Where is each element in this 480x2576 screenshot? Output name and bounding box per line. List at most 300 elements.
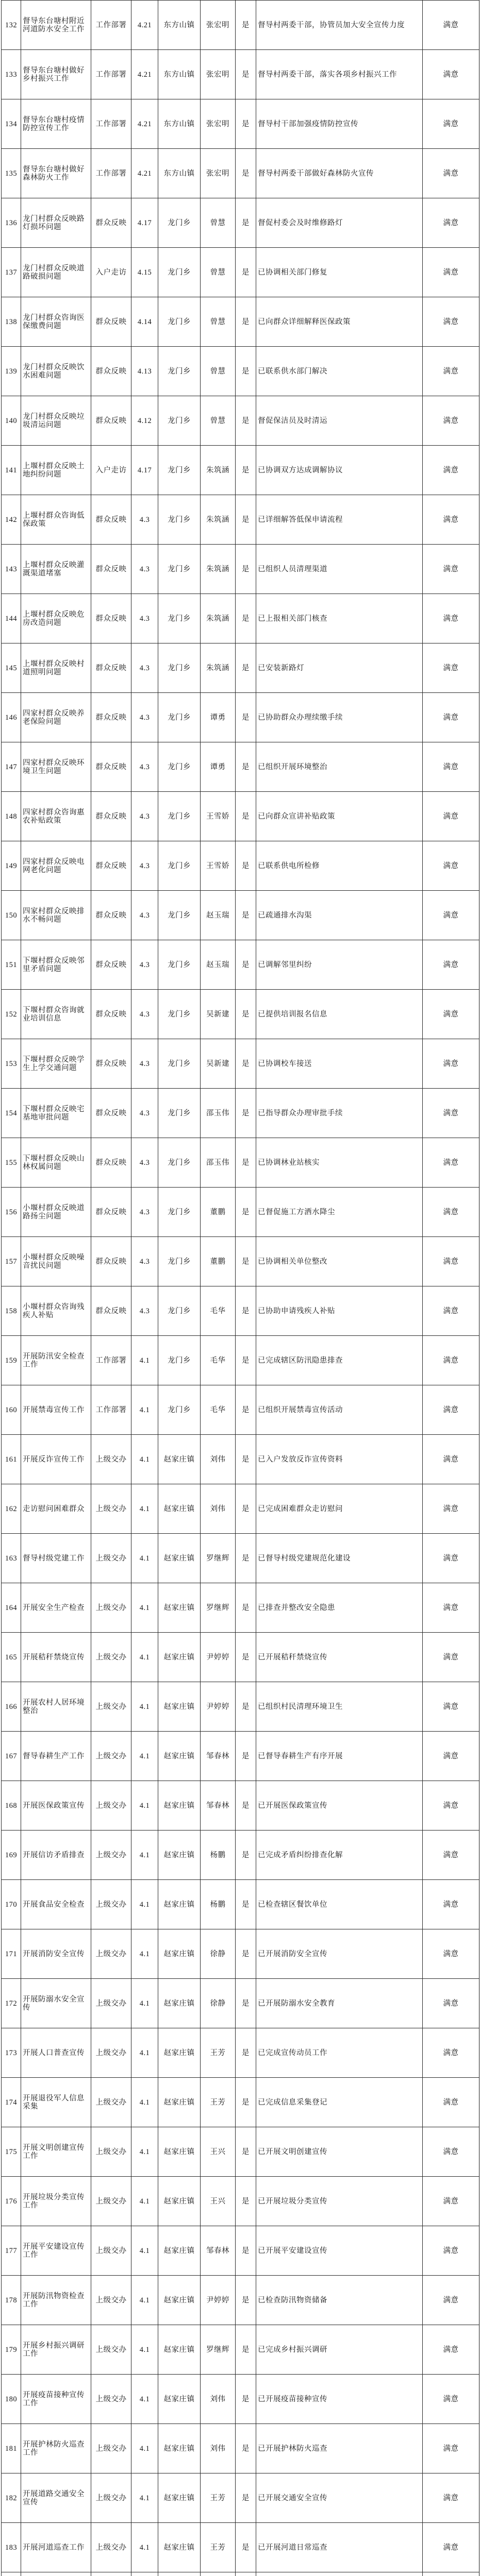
table-row — [2, 2028, 479, 2078]
handling-result: 已开展交通安全宣传 — [256, 2473, 423, 2523]
handling-result: 已开展文明创建宣传 — [256, 2127, 423, 2177]
responsible-unit: 龙门乡 — [158, 1237, 201, 1286]
responsible-unit: 龙门乡 — [158, 693, 201, 742]
responsible-unit: 赵家庄镇 — [158, 1435, 201, 1484]
item-date — [131, 2572, 158, 2576]
item-title: 上堰村群众反映灌溉渠道堵塞 — [21, 545, 91, 594]
responsible-person: 董鹏 — [201, 1188, 236, 1237]
item-source: 群众反映 — [91, 495, 131, 545]
responsible-person: 谭勇 — [201, 693, 236, 742]
responsible-person: 邵玉伟 — [201, 1138, 236, 1188]
item-title: 开展防汛安全检查工作 — [21, 1336, 91, 1385]
item-title: 四家村群众反映排水不畅问题 — [21, 891, 91, 940]
item-date: 4.3 — [131, 1188, 158, 1237]
table-row — [2, 940, 479, 990]
satisfaction-rating: 满意 — [423, 2177, 479, 2226]
completion-status: 是 — [236, 297, 256, 347]
completion-status: 是 — [236, 2473, 256, 2523]
satisfaction-rating: 满意 — [423, 2523, 479, 2572]
item-date: 4.3 — [131, 545, 158, 594]
table-row — [2, 2325, 479, 2375]
handling-result: 已提供培训报名信息 — [256, 990, 423, 1039]
responsible-person: 刘伟 — [201, 1435, 236, 1484]
responsible-unit: 赵家庄镇 — [158, 2424, 201, 2473]
item-title: 开展疫苗接种宣传工作 — [21, 2375, 91, 2424]
item-date: 4.1 — [131, 2028, 158, 2078]
responsible-unit: 龙门乡 — [158, 1138, 201, 1188]
satisfaction-rating: 满意 — [423, 1929, 479, 1979]
completion-status: 是 — [236, 1286, 256, 1336]
responsible-person: 王芳 — [201, 2078, 236, 2127]
handling-result: 已开展秸秆禁烧宣传 — [256, 1633, 423, 1682]
satisfaction-rating: 满意 — [423, 1435, 479, 1484]
responsible-person: 王兴 — [201, 2127, 236, 2177]
row-number: 157 — [2, 1237, 21, 1286]
responsible-unit: 赵家庄镇 — [158, 1880, 201, 1929]
handling-result: 督导村两委干部，落实各项乡村振兴工作 — [256, 50, 423, 99]
responsible-person: 邹春林 — [201, 1781, 236, 1831]
row-number: 147 — [2, 742, 21, 792]
row-number: 148 — [2, 792, 21, 841]
item-source: 上级交办 — [91, 2226, 131, 2276]
completion-status: 是 — [236, 1385, 256, 1435]
table-row — [2, 693, 479, 742]
table-row — [2, 1385, 479, 1435]
row-number: 171 — [2, 1929, 21, 1979]
item-source: 上级交办 — [91, 1682, 131, 1732]
table-row — [2, 1, 479, 50]
responsible-person: 王芳 — [201, 2523, 236, 2572]
row-number: 168 — [2, 1781, 21, 1831]
table-row — [2, 643, 479, 693]
item-date: 4.1 — [131, 2226, 158, 2276]
row-number: 150 — [2, 891, 21, 940]
satisfaction-rating: 满意 — [423, 2226, 479, 2276]
completion-status: 是 — [236, 2375, 256, 2424]
handling-result: 已协助群众办理续缴手续 — [256, 693, 423, 742]
row-number: 167 — [2, 1732, 21, 1781]
responsible-person: 杨鹏 — [201, 1831, 236, 1880]
row-number: 169 — [2, 1831, 21, 1880]
completion-status: 是 — [236, 841, 256, 891]
responsible-person: 朱筑涵 — [201, 643, 236, 693]
responsible-unit: 龙门乡 — [158, 742, 201, 792]
item-date: 4.3 — [131, 643, 158, 693]
satisfaction-rating: 满意 — [423, 1633, 479, 1682]
responsible-person: 毛华 — [201, 1385, 236, 1435]
item-source: 上级交办 — [91, 2177, 131, 2226]
item-date: 4.21 — [131, 149, 158, 198]
handling-result: 已检查防汛物资储备 — [256, 2276, 423, 2325]
responsible-person: 毛华 — [201, 1336, 236, 1385]
item-source: 工作部署 — [91, 99, 131, 149]
responsible-unit: 赵家庄镇 — [158, 1484, 201, 1534]
handling-result: 已入户发放反诈宣传资料 — [256, 1435, 423, 1484]
completion-status: 是 — [236, 248, 256, 297]
table-row — [2, 99, 479, 149]
satisfaction-rating: 满意 — [423, 446, 479, 495]
item-source: 工作部署 — [91, 1385, 131, 1435]
item-date: 4.12 — [131, 396, 158, 446]
item-title: 开展垃圾分类宣传工作 — [21, 2177, 91, 2226]
item-title: 上堰村群众反映危房改造问题 — [21, 594, 91, 643]
responsible-unit: 龙门乡 — [158, 891, 201, 940]
item-title: 开展护林防火巡查工作 — [21, 2424, 91, 2473]
responsible-person: 赵玉瑞 — [201, 940, 236, 990]
table-row — [2, 297, 479, 347]
table-row — [2, 1534, 479, 1583]
item-source: 群众反映 — [91, 545, 131, 594]
table-row — [2, 149, 479, 198]
table-row — [2, 495, 479, 545]
item-date: 4.1 — [131, 1831, 158, 1880]
responsible-unit: 赵家庄镇 — [158, 1831, 201, 1880]
responsible-person: 曾慧 — [201, 396, 236, 446]
item-date: 4.3 — [131, 1039, 158, 1089]
item-source: 上级交办 — [91, 2523, 131, 2572]
responsible-person: 谭勇 — [201, 742, 236, 792]
completion-status: 是 — [236, 2127, 256, 2177]
item-date: 4.17 — [131, 198, 158, 248]
item-title: 督导东台塘村做好乡村振兴工作 — [21, 50, 91, 99]
row-number — [2, 2572, 21, 2576]
completion-status: 是 — [236, 1781, 256, 1831]
satisfaction-rating: 满意 — [423, 149, 479, 198]
row-number: 140 — [2, 396, 21, 446]
completion-status: 是 — [236, 643, 256, 693]
handling-result: 已指导群众办理审批手续 — [256, 1089, 423, 1138]
satisfaction-rating: 满意 — [423, 1534, 479, 1583]
row-number: 174 — [2, 2078, 21, 2127]
handling-result: 已完成矛盾纠纷排查化解 — [256, 1831, 423, 1880]
responsible-unit: 龙门乡 — [158, 643, 201, 693]
satisfaction-rating: 满意 — [423, 643, 479, 693]
item-source: 上级交办 — [91, 2127, 131, 2177]
item-title: 督导东台塘村疫情防控宣传工作 — [21, 99, 91, 149]
responsible-unit: 赵家庄镇 — [158, 2325, 201, 2375]
satisfaction-rating: 满意 — [423, 2078, 479, 2127]
item-source: 群众反映 — [91, 693, 131, 742]
completion-status: 是 — [236, 1633, 256, 1682]
work-register-table — [1, 0, 479, 2576]
item-title: 开展医保政策宣传 — [21, 1781, 91, 1831]
row-number: 133 — [2, 50, 21, 99]
satisfaction-rating: 满意 — [423, 742, 479, 792]
table-row — [2, 1583, 479, 1633]
handling-result: 已完成乡村振兴调研 — [256, 2325, 423, 2375]
handling-result: 已联系供水部门解决 — [256, 347, 423, 396]
responsible-unit: 龙门乡 — [158, 1039, 201, 1089]
item-date: 4.3 — [131, 495, 158, 545]
item-title: 下堰村群众咨询就业培训信息 — [21, 990, 91, 1039]
handling-result: 已向群众详细解释医保政策 — [256, 297, 423, 347]
row-number: 156 — [2, 1188, 21, 1237]
completion-status: 是 — [236, 1534, 256, 1583]
item-title: 督导东台塘村做好森林防火工作 — [21, 149, 91, 198]
table-row — [2, 1435, 479, 1484]
item-source: 群众反映 — [91, 347, 131, 396]
item-title: 开展食品安全检查 — [21, 1880, 91, 1929]
handling-result: 已完成困难群众走访慰问 — [256, 1484, 423, 1534]
item-date: 4.1 — [131, 1583, 158, 1633]
item-date: 4.1 — [131, 1781, 158, 1831]
handling-result: 已协调相关部门修复 — [256, 248, 423, 297]
row-number: 151 — [2, 940, 21, 990]
row-number: 173 — [2, 2028, 21, 2078]
item-source: 群众反映 — [91, 594, 131, 643]
item-source: 上级交办 — [91, 1534, 131, 1583]
item-source: 上级交办 — [91, 2325, 131, 2375]
item-source: 上级交办 — [91, 1781, 131, 1831]
row-number: 153 — [2, 1039, 21, 1089]
handling-result — [256, 2572, 423, 2576]
satisfaction-rating: 满意 — [423, 1286, 479, 1336]
responsible-person — [201, 2572, 236, 2576]
responsible-unit: 龙门乡 — [158, 198, 201, 248]
item-date: 4.21 — [131, 50, 158, 99]
table-row — [2, 2078, 479, 2127]
responsible-person: 朱筑涵 — [201, 446, 236, 495]
table-row — [2, 594, 479, 643]
item-title: 开展人口普查宣传 — [21, 2028, 91, 2078]
item-date: 4.21 — [131, 1, 158, 50]
item-source: 上级交办 — [91, 1880, 131, 1929]
handling-result: 已组织开展禁毒宣传活动 — [256, 1385, 423, 1435]
responsible-person: 朱筑涵 — [201, 545, 236, 594]
completion-status: 是 — [236, 1979, 256, 2028]
item-title: 小堰村群众反映道路扬尘问题 — [21, 1188, 91, 1237]
completion-status: 是 — [236, 1682, 256, 1732]
responsible-person: 尹婷婷 — [201, 1682, 236, 1732]
table-row — [2, 1929, 479, 1979]
responsible-unit: 赵家庄镇 — [158, 1929, 201, 1979]
table-row — [2, 2226, 479, 2276]
completion-status: 是 — [236, 2177, 256, 2226]
satisfaction-rating: 满意 — [423, 495, 479, 545]
item-title: 开展消防安全宣传 — [21, 1929, 91, 1979]
handling-result: 已督导村级党建规范化建设 — [256, 1534, 423, 1583]
handling-result: 已开展消防安全宣传 — [256, 1929, 423, 1979]
completion-status: 是 — [236, 1583, 256, 1633]
responsible-person: 曾慧 — [201, 297, 236, 347]
completion-status: 是 — [236, 2276, 256, 2325]
responsible-unit: 龙门乡 — [158, 446, 201, 495]
item-title: 龙门村群众反映路灯损坏问题 — [21, 198, 91, 248]
item-date: 4.1 — [131, 1929, 158, 1979]
table-row — [2, 1682, 479, 1732]
table-row — [2, 742, 479, 792]
completion-status: 是 — [236, 545, 256, 594]
responsible-unit: 赵家庄镇 — [158, 1682, 201, 1732]
satisfaction-rating: 满意 — [423, 1385, 479, 1435]
handling-result: 已开展护林防火巡查 — [256, 2424, 423, 2473]
item-source: 上级交办 — [91, 1484, 131, 1534]
row-number: 181 — [2, 2424, 21, 2473]
row-number: 135 — [2, 149, 21, 198]
handling-result: 已完成宣传动员工作 — [256, 2028, 423, 2078]
handling-result: 已开展疫苗接种宣传 — [256, 2375, 423, 2424]
item-source: 上级交办 — [91, 1583, 131, 1633]
item-date: 4.3 — [131, 742, 158, 792]
responsible-unit: 龙门乡 — [158, 990, 201, 1039]
row-number: 132 — [2, 1, 21, 50]
handling-result: 已协调林业站核实 — [256, 1138, 423, 1188]
item-title: 督导东台塘村附近河道防水安全工作 — [21, 1, 91, 50]
item-source: 群众反映 — [91, 1039, 131, 1089]
satisfaction-rating: 满意 — [423, 1583, 479, 1633]
item-date: 4.17 — [131, 446, 158, 495]
completion-status: 是 — [236, 990, 256, 1039]
handling-result: 已督导春耕生产有序开展 — [256, 1732, 423, 1781]
item-date: 4.1 — [131, 1385, 158, 1435]
responsible-person: 尹婷婷 — [201, 2276, 236, 2325]
responsible-person: 刘伟 — [201, 2424, 236, 2473]
responsible-unit: 龙门乡 — [158, 495, 201, 545]
item-source: 群众反映 — [91, 1237, 131, 1286]
table-row — [2, 1880, 479, 1929]
item-source: 入户走访 — [91, 446, 131, 495]
item-date: 4.1 — [131, 2424, 158, 2473]
handling-result: 已协调校车接送 — [256, 1039, 423, 1089]
responsible-person: 曾慧 — [201, 198, 236, 248]
satisfaction-rating: 满意 — [423, 841, 479, 891]
responsible-unit: 赵家庄镇 — [158, 1732, 201, 1781]
row-number: 179 — [2, 2325, 21, 2375]
row-number: 142 — [2, 495, 21, 545]
item-source: 上级交办 — [91, 2375, 131, 2424]
handling-result: 已详细解答低保申请流程 — [256, 495, 423, 545]
completion-status: 是 — [236, 198, 256, 248]
completion-status: 是 — [236, 1, 256, 50]
row-number: 163 — [2, 1534, 21, 1583]
row-number: 175 — [2, 2127, 21, 2177]
handling-result: 已协调相关单位整改 — [256, 1237, 423, 1286]
table-row — [2, 1138, 479, 1188]
item-title: 龙门村群众反映饮水困难问题 — [21, 347, 91, 396]
handling-result: 督导村干部加强疫情防控宣传 — [256, 99, 423, 149]
satisfaction-rating: 满意 — [423, 396, 479, 446]
responsible-unit: 龙门乡 — [158, 248, 201, 297]
handling-result: 已组织开展环境整治 — [256, 742, 423, 792]
item-source: 群众反映 — [91, 1188, 131, 1237]
item-title: 开展道路交通安全宣传 — [21, 2473, 91, 2523]
handling-result: 督导村两委干部做好森林防火宣传 — [256, 149, 423, 198]
item-source: 上级交办 — [91, 2078, 131, 2127]
item-date: 4.3 — [131, 1286, 158, 1336]
satisfaction-rating: 满意 — [423, 2028, 479, 2078]
responsible-person: 罗继辉 — [201, 1534, 236, 1583]
row-number: 158 — [2, 1286, 21, 1336]
satisfaction-rating: 满意 — [423, 990, 479, 1039]
item-date: 4.1 — [131, 2523, 158, 2572]
item-source: 上级交办 — [91, 1831, 131, 1880]
item-source: 上级交办 — [91, 2473, 131, 2523]
satisfaction-rating: 满意 — [423, 347, 479, 396]
handling-result: 已开展河道日常巡查 — [256, 2523, 423, 2572]
satisfaction-rating: 满意 — [423, 1880, 479, 1929]
responsible-unit: 赵家庄镇 — [158, 2473, 201, 2523]
item-date: 4.3 — [131, 792, 158, 841]
item-source: 群众反映 — [91, 297, 131, 347]
item-source: 上级交办 — [91, 2276, 131, 2325]
table-row — [2, 1336, 479, 1385]
row-number: 159 — [2, 1336, 21, 1385]
handling-result: 已完成信息采集登记 — [256, 2078, 423, 2127]
handling-result: 已上报相关部门核查 — [256, 594, 423, 643]
item-source: 群众反映 — [91, 792, 131, 841]
completion-status: 是 — [236, 495, 256, 545]
satisfaction-rating: 满意 — [423, 1979, 479, 2028]
item-title: 开展禁毒宣传工作 — [21, 1385, 91, 1435]
completion-status — [236, 2572, 256, 2576]
item-date: 4.1 — [131, 2177, 158, 2226]
responsible-unit: 赵家庄镇 — [158, 2177, 201, 2226]
row-number: 162 — [2, 1484, 21, 1534]
table-row — [2, 1089, 479, 1138]
item-date: 4.15 — [131, 248, 158, 297]
completion-status: 是 — [236, 446, 256, 495]
item-date: 4.1 — [131, 1880, 158, 1929]
item-date: 4.1 — [131, 1484, 158, 1534]
responsible-person: 朱筑涵 — [201, 495, 236, 545]
completion-status: 是 — [236, 149, 256, 198]
handling-result: 已安装新路灯 — [256, 643, 423, 693]
completion-status: 是 — [236, 1039, 256, 1089]
row-number: 154 — [2, 1089, 21, 1138]
handling-result: 督促保洁员及时清运 — [256, 396, 423, 446]
responsible-unit: 东方山镇 — [158, 50, 201, 99]
responsible-unit: 赵家庄镇 — [158, 2127, 201, 2177]
item-date: 4.1 — [131, 1336, 158, 1385]
responsible-person: 赵玉瑞 — [201, 891, 236, 940]
table-row — [2, 248, 479, 297]
item-title: 开展信访矛盾排查 — [21, 1831, 91, 1880]
item-date: 4.13 — [131, 347, 158, 396]
handling-result: 督促村委会及时维修路灯 — [256, 198, 423, 248]
satisfaction-rating: 满意 — [423, 2424, 479, 2473]
responsible-person: 罗继辉 — [201, 1583, 236, 1633]
responsible-person: 曾慧 — [201, 347, 236, 396]
table-row — [2, 2177, 479, 2226]
item-title: 四家村群众反映养老保险问题 — [21, 693, 91, 742]
table-row — [2, 1633, 479, 1682]
table-row — [2, 1831, 479, 1880]
responsible-unit: 赵家庄镇 — [158, 1781, 201, 1831]
item-title: 上堰村群众咨询低保政策 — [21, 495, 91, 545]
row-number: 139 — [2, 347, 21, 396]
responsible-unit: 龙门乡 — [158, 1385, 201, 1435]
item-date: 4.3 — [131, 940, 158, 990]
satisfaction-rating: 满意 — [423, 1089, 479, 1138]
responsible-person: 罗继辉 — [201, 2325, 236, 2375]
item-title: 龙门村群众咨询医保缴费问题 — [21, 297, 91, 347]
item-source: 群众反映 — [91, 1138, 131, 1188]
item-title: 督导村级党建工作 — [21, 1534, 91, 1583]
item-title: 开展反诈宣传工作 — [21, 1435, 91, 1484]
row-number: 155 — [2, 1138, 21, 1188]
item-source: 群众反映 — [91, 1286, 131, 1336]
row-number: 172 — [2, 1979, 21, 2028]
completion-status: 是 — [236, 1929, 256, 1979]
satisfaction-rating — [423, 2572, 479, 2576]
responsible-unit: 赵家庄镇 — [158, 2078, 201, 2127]
item-title: 龙门村群众反映垃圾清运问题 — [21, 396, 91, 446]
table-row — [2, 1732, 479, 1781]
completion-status: 是 — [236, 1237, 256, 1286]
row-number: 165 — [2, 1633, 21, 1682]
row-number: 144 — [2, 594, 21, 643]
item-date: 4.1 — [131, 2375, 158, 2424]
